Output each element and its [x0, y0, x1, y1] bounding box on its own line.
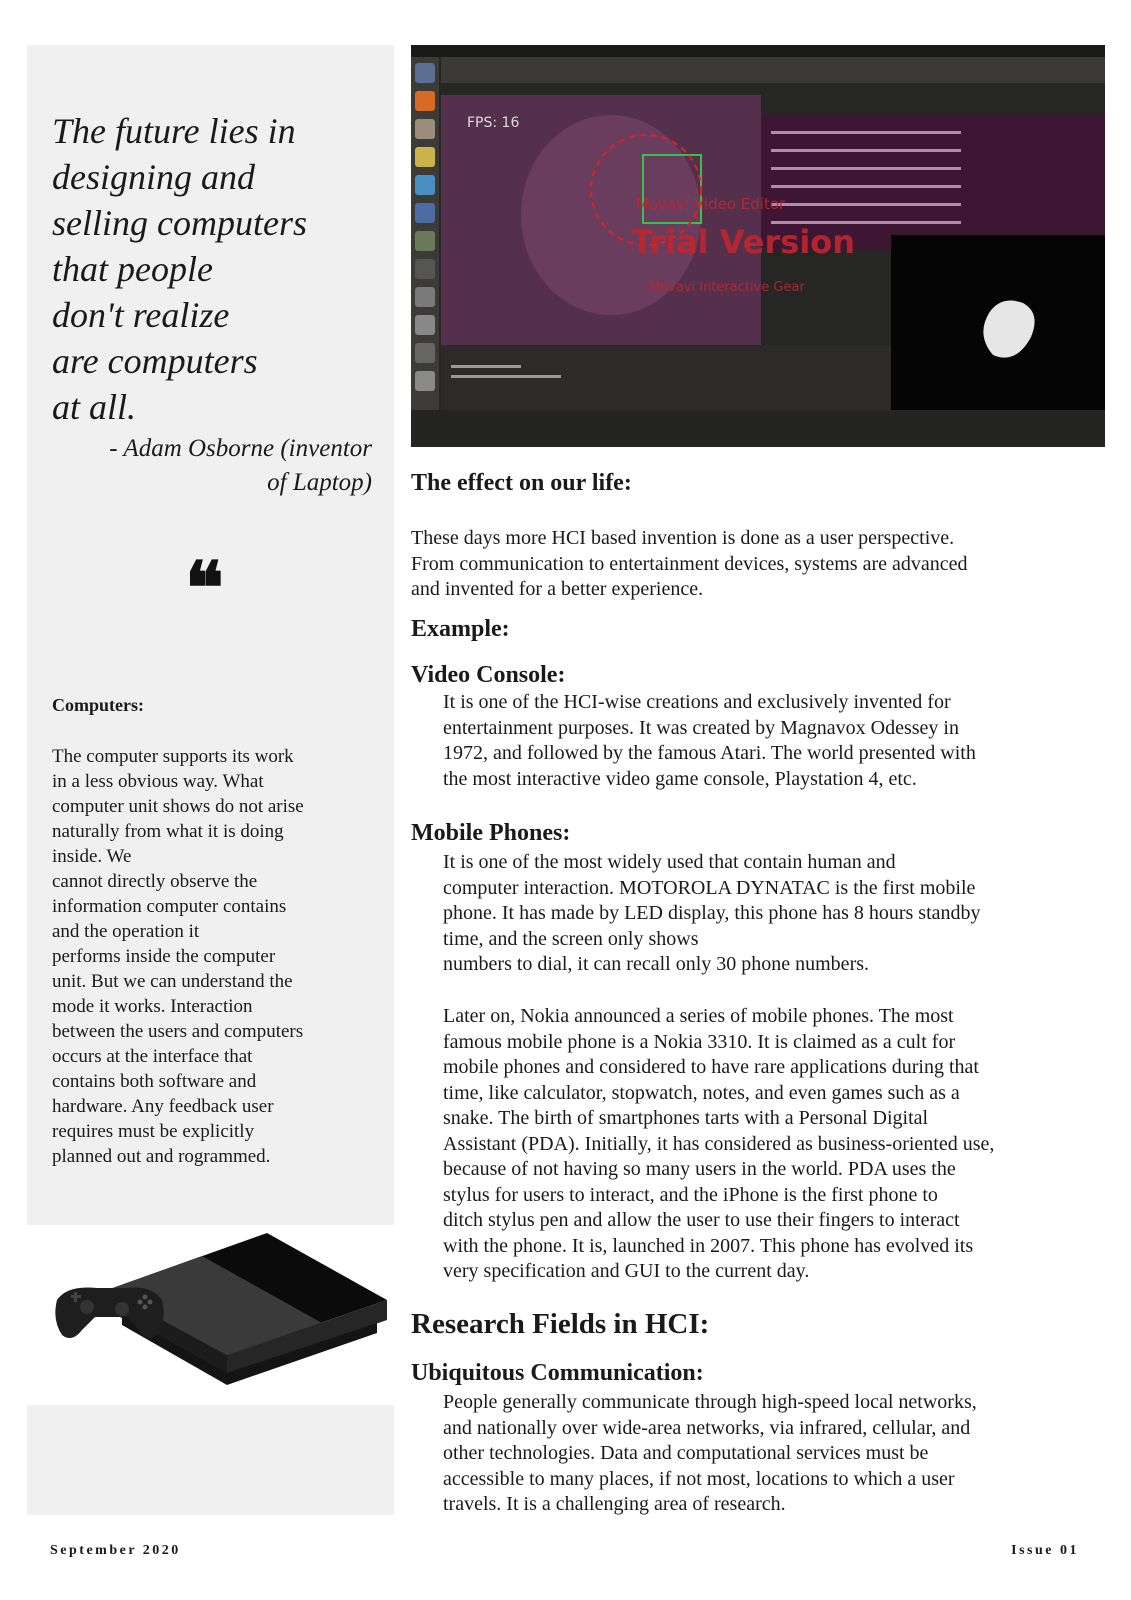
body-line: in a less obvious way. What [52, 771, 264, 792]
footer-issue: Issue 01 [1011, 1543, 1079, 1558]
menu-bar [441, 57, 1105, 83]
text-line: other technologies. Data and computational services must be [443, 1442, 929, 1464]
mobile-phones-heading: Mobile Phones: [411, 820, 571, 846]
body-line: requires must be explicitly [52, 1121, 255, 1142]
bottom-panel [411, 410, 1105, 447]
quote-line: don't realize [52, 295, 230, 335]
research-fields-heading: Research Fields in HCI: [411, 1308, 710, 1340]
text-line: because of not having so many users in the world. PDA uses the [443, 1158, 956, 1180]
text-line: These days more HCI based invention is done as a user perspective. [411, 527, 955, 549]
quote-line: The future lies in [52, 111, 296, 151]
quote-line: at all. [52, 387, 137, 427]
body-line: inside. We [52, 846, 132, 867]
text-line: ditch stylus pen and allow the user to use their fingers to interact [443, 1209, 960, 1231]
mobile-paragraph-2 [443, 1004, 1113, 1285]
top-bar [411, 45, 1105, 57]
body-line: naturally from what it is doing [52, 821, 284, 842]
body-line: The computer supports its work [52, 746, 294, 767]
body-line: occurs at the interface that [52, 1046, 253, 1067]
text-line: time, like calculator, stopwatch, notes, and even games such as a [443, 1081, 960, 1104]
attribution-line: of Laptop) [267, 469, 372, 496]
text-line: entertainment purposes. It was created by Magnavox Odessey in [443, 716, 959, 739]
body-line: contains both software and [52, 1071, 257, 1092]
ubiquitous-heading: Ubiquitous Communication: [411, 1360, 704, 1386]
watermark-main: Trial Version [631, 223, 856, 261]
fps-label: FPS: 16 [467, 115, 520, 131]
text-line: Assistant (PDA). Initially, it has considered as business-oriented use, [443, 1132, 995, 1155]
text-line: Later on, Nokia announced a series of mobile phones. The most [443, 1005, 954, 1027]
text-line: It is one of the most widely used that contain human and [443, 851, 896, 873]
text-line: the most interactive video game console, Playstation 4, etc. [443, 767, 917, 790]
sidebar-body [52, 744, 372, 1169]
text-line: very specification and GUI to the current day. [443, 1260, 810, 1282]
body-line: between the users and computers [52, 1021, 304, 1042]
game-console-image [27, 1225, 394, 1405]
body-line: unit. But we can understand the [52, 971, 293, 992]
text-line: and nationally over wide-area networks, via infrared, cellular, and [443, 1416, 971, 1439]
sidebar-panel-bottom [27, 1405, 394, 1515]
mobile-paragraph-1 [443, 850, 1113, 978]
quote-line: are computers [52, 341, 258, 381]
body-line: mode it works. Interaction [52, 996, 253, 1017]
text-line: numbers to dial, it can recall only 30 phone numbers. [443, 953, 870, 975]
watermark-bottom: Movavi Interactive Gear [649, 280, 805, 295]
body-line: and the operation it [52, 921, 200, 942]
effect-paragraph [411, 526, 1111, 603]
text-line: famous mobile phone is a Nokia 3310. It is claimed as a cult for [443, 1030, 956, 1053]
sidebar-heading: Computers: [52, 695, 144, 715]
watermark-top: Movavi Video Editor [636, 195, 786, 213]
text-line: accessible to many places, if not most, locations to which a user [443, 1467, 955, 1490]
body-line: performs inside the computer [52, 946, 276, 967]
pull-quote [52, 108, 382, 430]
text-line: computer interaction. MOTOROLA DYNATAC is the first mobile [443, 876, 976, 899]
quote-line: designing and [52, 157, 255, 197]
footer-date: September 2020 [50, 1543, 181, 1558]
effect-heading: The effect on our life: [411, 470, 632, 496]
tracking-screenshot [411, 45, 1105, 447]
text-line: From communication to entertainment devices, systems are advanced [411, 552, 968, 575]
ubiquitous-paragraph [443, 1390, 1113, 1518]
text-line: stylus for users to interact, and the iPhone is the first phone to [443, 1183, 938, 1206]
video-console-paragraph [443, 690, 1113, 792]
text-line: phone. It has made by LED display, this phone has 8 hours standby [443, 902, 981, 924]
quote-line: selling computers [52, 203, 307, 243]
screenshot-canvas [411, 45, 1105, 447]
controller-icon [55, 1288, 163, 1339]
body-line: computer unit shows do not arise [52, 796, 304, 817]
video-console-heading: Video Console: [411, 662, 566, 688]
body-line: cannot directly observe the [52, 871, 258, 892]
text-line: and invented for a better experience. [411, 578, 704, 600]
text-line: time, and the screen only shows [443, 927, 699, 950]
body-line: planned out and rogrammed. [52, 1146, 271, 1167]
text-line: It is one of the HCI-wise creations and exclusively invented for [443, 691, 951, 713]
quote-line: that people [52, 249, 213, 289]
text-line: with the phone. It is, launched in 2007. This phone has evolved its [443, 1234, 974, 1257]
quote-mark-icon: ❝ [185, 545, 224, 630]
text-line: snake. The birth of smartphones tarts with a Personal Digital [443, 1107, 929, 1129]
example-heading: Example: [411, 616, 510, 642]
text-line: 1972, and followed by the famous Atari. The world presented with [443, 742, 976, 764]
attribution-line: - Adam Osborne (inventor [109, 435, 372, 462]
body-line: hardware. Any feedback user [52, 1096, 274, 1117]
quote-attribution [52, 432, 372, 500]
text-line: mobile phones and considered to have rare applications during that [443, 1056, 979, 1078]
text-line: travels. It is a challenging area of research. [443, 1493, 786, 1515]
body-line: information computer contains [52, 896, 287, 917]
text-line: People generally communicate through high-speed local networks, [443, 1391, 977, 1413]
